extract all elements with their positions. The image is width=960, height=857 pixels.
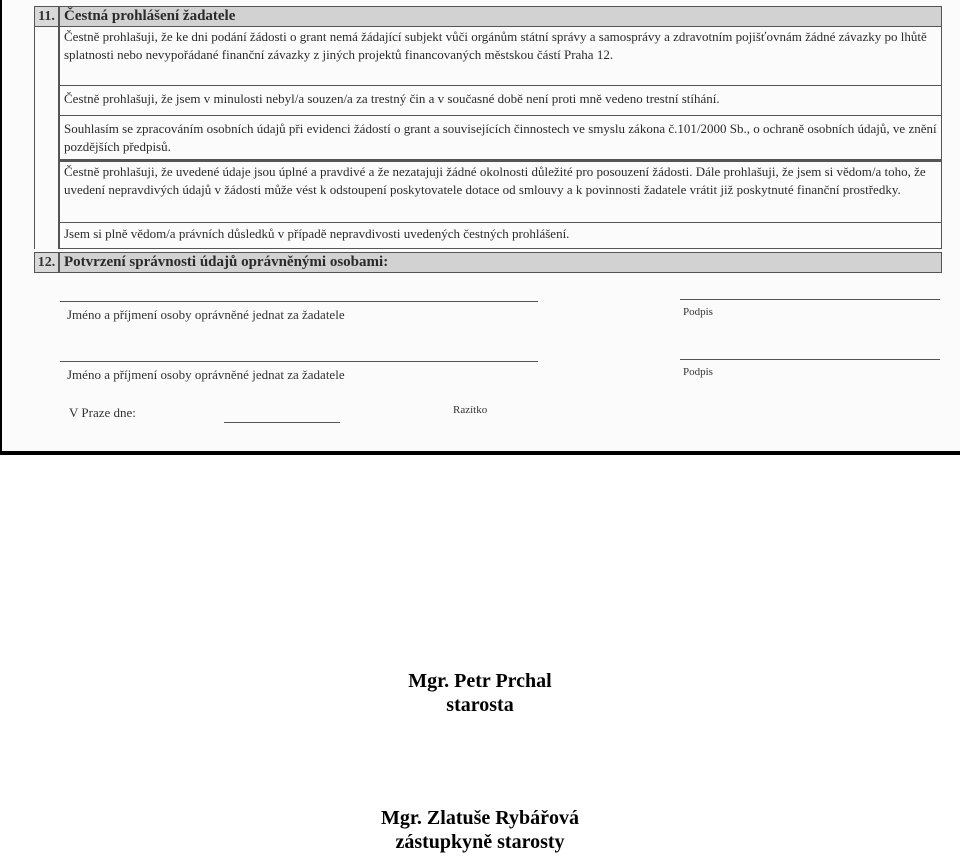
- section-11-number: 11.: [34, 6, 59, 27]
- name-label-2: Jméno a příjmení osoby oprávněné jednat za žadatele: [67, 367, 345, 382]
- signature-line-2: [680, 359, 940, 360]
- section-12-number: 12.: [34, 252, 59, 273]
- signer-role-2: zástupkyně starosty: [395, 831, 565, 853]
- section-11-title: Čestná prohlášení žadatele: [59, 6, 942, 27]
- signer-block-1: [0, 669, 960, 717]
- declaration-row-1: Čestně prohlašuji, že ke dni podání žádosti o grant nemá žádající subjekt vůči orgánům státní správy a samosprávy a zdravotním pojišťovnám žádné závazky po lhůtě splatnosti nebo nevypořádané finanční závazky z jiných projektů financovaných městskou částí Praha 12.: [59, 27, 942, 86]
- signer-name-1: Mgr. Petr Prchal: [408, 670, 552, 692]
- section-12-title: Potvrzení správnosti údajů oprávněnými osobami:: [59, 252, 942, 273]
- signature-label-1: Podpis: [683, 306, 713, 318]
- signer-block-2: [0, 806, 960, 854]
- name-line-2: [60, 361, 538, 362]
- section-11-left-column: [34, 27, 59, 249]
- declaration-row-3: Souhlasím se zpracováním osobních údajů při evidenci žádostí o grant a souvisejících činnostech ve smyslu zákona č.101/2000 Sb., o ochraně osobních údajů, ve znění pozdějších předpisů.: [59, 116, 942, 162]
- name-label-1: Jméno a příjmení osoby oprávněné jednat za žadatele: [67, 307, 345, 322]
- signature-line-1: [680, 299, 940, 300]
- date-line: [224, 422, 340, 423]
- declaration-row-2: Čestně prohlašuji, že jsem v minulosti nebyl/a souzen/a za trestný čin a v současné době není proti mně vedeno trestní stíhání.: [59, 86, 942, 116]
- stamp-label: Razítko: [453, 404, 488, 416]
- signer-role-1: starosta: [446, 694, 514, 716]
- name-line-1: [60, 301, 538, 302]
- signature-label-2: Podpis: [683, 366, 713, 378]
- signer-name-2: Mgr. Zlatuše Rybářová: [381, 807, 579, 829]
- date-label: V Praze dne:: [69, 405, 136, 420]
- declaration-row-4: Čestně prohlašuji, že uvedené údaje jsou úplné a pravdivé a že nezatajuji žádné okolnosti důležité pro posouzení žádosti. Dále prohlašuji, že jsem si vědom/a toho, že uvedení nepravdivých údajů v žádosti může vést k odstoupení poskytovatele dotace od smlouvy a k povinnosti žadatele vrátit již poskytnuté finanční prostředky.: [59, 162, 942, 223]
- declaration-row-5: Jsem si plně vědom/a právních důsledků v případě nepravdivosti uvedených čestných prohlášení.: [59, 223, 942, 249]
